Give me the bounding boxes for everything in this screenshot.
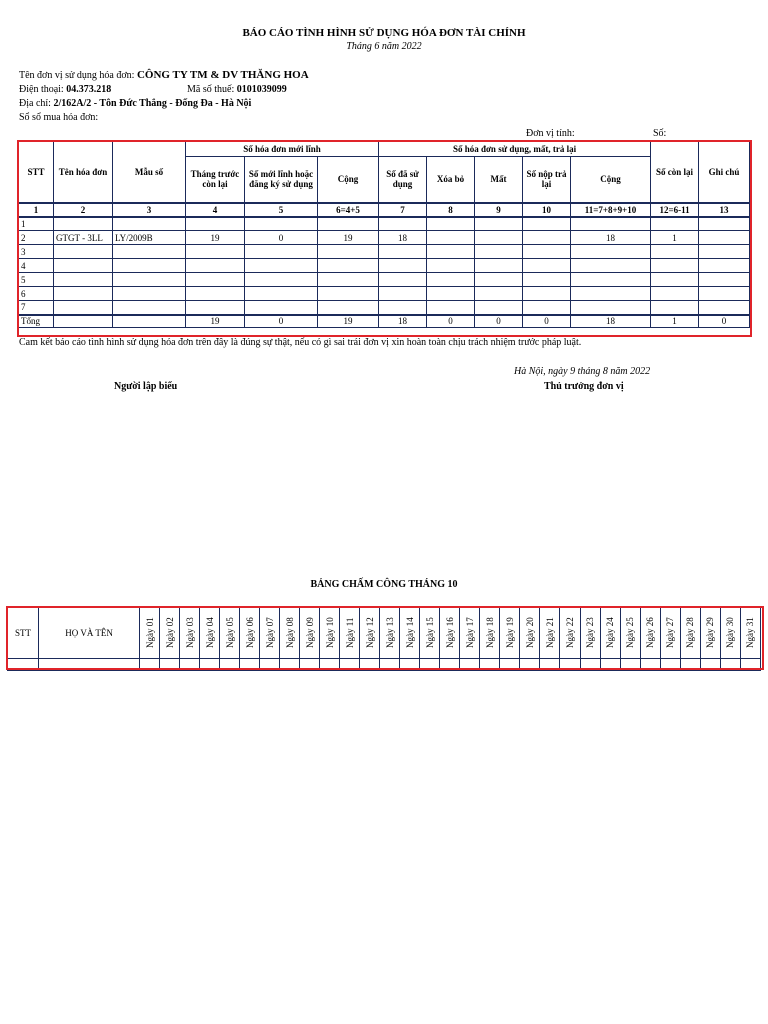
column-number: 12=6-11	[651, 203, 699, 217]
timesheet-day-header	[400, 608, 420, 659]
total-label: Tổng	[19, 315, 54, 328]
table-cell	[427, 231, 475, 245]
table-cell	[318, 301, 379, 315]
timesheet-day-header	[140, 608, 160, 659]
total-cell	[113, 315, 186, 328]
timesheet-day-label: Ngày 22	[564, 617, 575, 649]
table-cell	[699, 245, 750, 259]
tax-label: Mã số thuế:	[187, 84, 235, 95]
timesheet-day-header	[480, 608, 500, 659]
column-number: 3	[113, 203, 186, 217]
timesheet-day-label: Ngày 16	[444, 617, 455, 649]
timesheet-table	[7, 607, 761, 671]
timesheet-cell[interactable]	[420, 659, 440, 671]
timesheet-cell[interactable]	[640, 659, 660, 671]
timesheet-cell[interactable]	[680, 659, 700, 671]
column-number: 6=4+5	[318, 203, 379, 217]
timesheet-day-label: Ngày 09	[304, 617, 315, 649]
timesheet-cell[interactable]	[720, 659, 740, 671]
timesheet-day-header	[220, 608, 240, 659]
table-cell	[245, 259, 318, 273]
timesheet-day-header	[600, 608, 620, 659]
timesheet-cell[interactable]	[200, 659, 220, 671]
timesheet-cell[interactable]	[440, 659, 460, 671]
timesheet-day-header	[200, 608, 220, 659]
table-cell	[523, 273, 571, 287]
column-number: 13	[699, 203, 750, 217]
timesheet-cell[interactable]	[380, 659, 400, 671]
timesheet-cell[interactable]	[280, 659, 300, 671]
table-cell	[54, 259, 113, 273]
table-cell	[651, 217, 699, 231]
timesheet-day-label: Ngày 18	[484, 617, 495, 649]
timesheet-day-header	[260, 608, 280, 659]
table-cell	[475, 245, 523, 259]
table-cell	[475, 287, 523, 301]
report-subtitle: Tháng 6 năm 2022	[346, 41, 422, 52]
timesheet-cell[interactable]	[300, 659, 320, 671]
header-prev-month: Tháng trước còn lại	[186, 157, 245, 203]
timesheet-cell[interactable]	[180, 659, 200, 671]
total-cell: 0	[427, 315, 475, 328]
column-number-row	[19, 203, 750, 217]
timesheet-header-stt: STT	[8, 608, 39, 659]
timesheet-cell[interactable]	[660, 659, 680, 671]
timesheet-cell[interactable]	[480, 659, 500, 671]
invoice-usage-table	[18, 141, 750, 328]
timesheet-day-label: Ngày 24	[605, 617, 616, 649]
table-cell	[379, 259, 427, 273]
timesheet-day-label: Ngày 29	[705, 617, 716, 649]
timesheet-day-header	[440, 608, 460, 659]
table-cell	[427, 301, 475, 315]
table-cell: 19	[318, 231, 379, 245]
timesheet-cell[interactable]	[580, 659, 600, 671]
table-cell: 1	[19, 217, 54, 231]
table-cell	[523, 217, 571, 231]
table-cell	[523, 245, 571, 259]
table-cell	[571, 245, 651, 259]
table-cell	[651, 245, 699, 259]
table-cell: 18	[571, 231, 651, 245]
timesheet-day-header	[580, 608, 600, 659]
timesheet-day-label: Ngày 02	[164, 617, 175, 649]
timesheet-day-header	[680, 608, 700, 659]
report-title: BÁO CÁO TÌNH HÌNH SỬ DỤNG HÓA ĐƠN TÀI CHÍNH	[242, 27, 526, 39]
table-cell	[186, 301, 245, 315]
header-note: Ghi chú	[699, 142, 750, 203]
table-cell: 6	[19, 287, 54, 301]
table-cell	[54, 273, 113, 287]
timesheet-cell[interactable]	[400, 659, 420, 671]
timesheet-title: BẢNG CHẤM CÔNG THÁNG 10	[310, 579, 458, 590]
table-cell	[318, 287, 379, 301]
header-group-used: Số hóa đơn sử dụng, mất, trả lại	[379, 142, 651, 157]
table-cell	[379, 245, 427, 259]
table-cell	[245, 245, 318, 259]
table-cell	[699, 287, 750, 301]
table-cell	[523, 301, 571, 315]
table-cell	[523, 259, 571, 273]
timesheet-day-header	[740, 608, 760, 659]
timesheet-day-label: Ngày 26	[645, 617, 656, 649]
timesheet-cell[interactable]	[39, 659, 140, 671]
table-cell	[475, 273, 523, 287]
timesheet-day-header	[520, 608, 540, 659]
table-cell	[427, 273, 475, 287]
table-cell: LY/2009B	[113, 231, 186, 245]
table-cell	[699, 259, 750, 273]
table-cell	[475, 217, 523, 231]
header-sum2: Cộng	[571, 157, 651, 203]
timesheet-cell[interactable]	[620, 659, 640, 671]
timesheet-day-label: Ngày 19	[504, 617, 515, 649]
timesheet-day-label: Ngày 06	[244, 617, 255, 649]
table-row	[19, 287, 750, 301]
timesheet-day-header	[720, 608, 740, 659]
timesheet-day-label: Ngày 27	[665, 617, 676, 649]
table-cell	[571, 287, 651, 301]
timesheet-day-label: Ngày 04	[204, 617, 215, 649]
timesheet-day-label: Ngày 17	[464, 617, 475, 649]
total-cell: 0	[523, 315, 571, 328]
table-cell	[186, 259, 245, 273]
column-number: 9	[475, 203, 523, 217]
total-cell: 0	[475, 315, 523, 328]
timesheet-day-header	[640, 608, 660, 659]
table-cell	[427, 217, 475, 231]
address-value: 2/162A/2 - Tôn Đức Thắng - Đống Đa - Hà Nội	[53, 98, 252, 109]
table-cell	[699, 273, 750, 287]
table-cell	[245, 301, 318, 315]
column-number: 11=7+8+9+10	[571, 203, 651, 217]
timesheet-day-label: Ngày 28	[685, 617, 696, 649]
timesheet-day-header	[360, 608, 380, 659]
table-row	[19, 231, 750, 245]
timesheet-day-label: Ngày 08	[284, 617, 295, 649]
table-cell	[113, 217, 186, 231]
timesheet-day-header	[380, 608, 400, 659]
timesheet-day-label: Ngày 11	[344, 617, 355, 649]
table-cell	[318, 245, 379, 259]
total-cell: 0	[699, 315, 750, 328]
timesheet-day-label: Ngày 01	[144, 617, 155, 649]
timesheet-day-label: Ngày 23	[585, 617, 595, 649]
table-cell	[113, 259, 186, 273]
column-number: 5	[245, 203, 318, 217]
timesheet-day-header	[620, 608, 640, 659]
timesheet-cell[interactable]	[740, 659, 760, 671]
purchase-book: Sổ sổ mua hóa đơn:	[19, 112, 99, 123]
table-cell	[318, 217, 379, 231]
total-row	[19, 315, 750, 328]
timesheet-cell[interactable]	[260, 659, 280, 671]
table-cell	[113, 245, 186, 259]
table-cell: 18	[379, 231, 427, 245]
timesheet-cell[interactable]	[8, 659, 39, 671]
timesheet-day-header	[420, 608, 440, 659]
timesheet-cell[interactable]	[340, 659, 360, 671]
tax-line	[187, 84, 287, 95]
column-number: 1	[19, 203, 54, 217]
timesheet-day-label: Ngày 25	[625, 617, 636, 649]
table-cell	[571, 217, 651, 231]
org-line	[19, 69, 309, 81]
timesheet-header-name: HỌ VÀ TÊN	[39, 608, 140, 659]
timesheet-day-label: Ngày 07	[264, 617, 275, 649]
header-new-registered: Số mới lĩnh hoặc đăng ký sử dụng	[245, 157, 318, 203]
table-cell	[427, 259, 475, 273]
timesheet-day-label: Ngày 03	[184, 617, 195, 649]
timesheet-day-label: Ngày 21	[544, 617, 555, 649]
timesheet-day-label: Ngày 05	[224, 617, 235, 649]
total-cell: 0	[245, 315, 318, 328]
header-template: Mẫu số	[113, 142, 186, 203]
header-stt: STT	[19, 142, 54, 203]
column-number: 2	[54, 203, 113, 217]
timesheet-cell[interactable]	[220, 659, 240, 671]
table-cell	[427, 287, 475, 301]
table-cell: 3	[19, 245, 54, 259]
timesheet-cell[interactable]	[700, 659, 720, 671]
table-cell	[523, 287, 571, 301]
timesheet-cell[interactable]	[560, 659, 580, 671]
timesheet-day-header	[320, 608, 340, 659]
timesheet-day-header	[500, 608, 520, 659]
phone-label: Điện thoại:	[19, 84, 64, 95]
header-lost: Mất	[475, 157, 523, 203]
table-row	[19, 259, 750, 273]
timesheet-cell[interactable]	[160, 659, 180, 671]
table-cell	[651, 287, 699, 301]
table-cell	[475, 301, 523, 315]
timesheet-cell[interactable]	[360, 659, 380, 671]
timesheet-day-label: Ngày 14	[404, 617, 415, 649]
table-cell: 4	[19, 259, 54, 273]
timesheet-day-header	[700, 608, 720, 659]
header-name: Tên hóa đơn	[54, 142, 113, 203]
table-row	[19, 301, 750, 315]
table-cell	[318, 259, 379, 273]
org-value: CÔNG TY TM & DV THĂNG HOA	[136, 69, 309, 81]
timesheet-day-label: Ngày 30	[725, 617, 736, 649]
head-of-unit-label: Thủ trưởng đơn vị	[544, 381, 624, 392]
table-cell: 0	[245, 231, 318, 245]
table-cell	[54, 245, 113, 259]
header-returned: Số nộp trả lại	[523, 157, 571, 203]
table-cell	[379, 301, 427, 315]
total-cell: 18	[379, 315, 427, 328]
total-cell: 19	[186, 315, 245, 328]
phone-line	[19, 84, 111, 95]
timesheet-cell[interactable]	[320, 659, 340, 671]
table-cell	[245, 287, 318, 301]
timesheet-day-label: Ngày 12	[364, 617, 375, 649]
timesheet-cell[interactable]	[540, 659, 560, 671]
address-line	[19, 98, 251, 109]
header-cancelled: Xóa bỏ	[427, 157, 475, 203]
header-used: Số đã sử dụng	[379, 157, 427, 203]
table-cell	[186, 217, 245, 231]
timesheet-cell[interactable]	[240, 659, 260, 671]
table-cell	[54, 301, 113, 315]
timesheet-day-header	[180, 608, 200, 659]
table-cell	[699, 231, 750, 245]
table-cell: 1	[651, 231, 699, 245]
address-label: Địa chỉ:	[19, 98, 51, 109]
header-sum1: Cộng	[318, 157, 379, 203]
table-cell	[651, 259, 699, 273]
timesheet-cell[interactable]	[460, 659, 480, 671]
table-cell: 5	[19, 273, 54, 287]
table-row	[19, 217, 750, 231]
table-cell	[651, 301, 699, 315]
total-cell: 1	[651, 315, 699, 328]
total-cell	[54, 315, 113, 328]
column-number: 10	[523, 203, 571, 217]
total-cell: 18	[571, 315, 651, 328]
timesheet-day-header	[280, 608, 300, 659]
column-number: 7	[379, 203, 427, 217]
timesheet-day-header	[540, 608, 560, 659]
table-cell	[54, 217, 113, 231]
timesheet-day-label: Ngày 10	[324, 617, 335, 649]
phone-value: 04.373.218	[66, 84, 112, 95]
table-cell	[186, 245, 245, 259]
timesheet-day-header	[160, 608, 180, 659]
table-cell	[475, 259, 523, 273]
table-cell	[379, 287, 427, 301]
timesheet-day-header	[240, 608, 260, 659]
total-cell: 19	[318, 315, 379, 328]
table-cell	[571, 301, 651, 315]
timesheet-day-header	[340, 608, 360, 659]
table-row	[19, 245, 750, 259]
table-cell	[475, 231, 523, 245]
table-cell	[245, 273, 318, 287]
timesheet-day-label: Ngày 13	[384, 617, 395, 649]
timesheet-cell[interactable]	[600, 659, 620, 671]
number-label: Số:	[653, 128, 667, 139]
table-cell	[113, 301, 186, 315]
preparer-label: Người lập biểu	[114, 381, 178, 392]
table-cell	[379, 273, 427, 287]
timesheet-day-label: Ngày 20	[524, 617, 535, 649]
timesheet-day-header	[300, 608, 320, 659]
column-number: 4	[186, 203, 245, 217]
table-cell: 7	[19, 301, 54, 315]
timesheet-day-header	[460, 608, 480, 659]
timesheet-cell[interactable]	[140, 659, 160, 671]
timesheet-day-label: Ngày 15	[424, 617, 435, 649]
table-cell: 19	[186, 231, 245, 245]
timesheet-day-header	[560, 608, 580, 659]
table-cell	[571, 273, 651, 287]
date-place: Hà Nội, ngày 9 tháng 8 năm 2022	[514, 366, 651, 377]
org-label: Tên đơn vị sử dụng hóa đơn:	[19, 70, 135, 81]
table-cell	[379, 217, 427, 231]
unit-label: Đơn vị tính:	[526, 128, 575, 139]
table-cell	[113, 273, 186, 287]
table-row	[8, 659, 761, 671]
table-cell	[571, 259, 651, 273]
table-cell	[186, 287, 245, 301]
table-cell	[523, 231, 571, 245]
table-cell	[54, 287, 113, 301]
table-cell	[699, 301, 750, 315]
table-cell	[113, 287, 186, 301]
table-cell	[699, 217, 750, 231]
table-cell	[651, 273, 699, 287]
table-cell: 2	[19, 231, 54, 245]
tax-value: 0101039099	[236, 84, 287, 95]
table-cell	[318, 273, 379, 287]
header-remaining: Số còn lại	[651, 142, 699, 203]
table-row	[19, 273, 750, 287]
timesheet-day-label: Ngày 31	[745, 617, 756, 649]
timesheet-day-header	[660, 608, 680, 659]
column-number: 8	[427, 203, 475, 217]
timesheet-cell[interactable]	[520, 659, 540, 671]
table-cell	[245, 217, 318, 231]
timesheet-cell[interactable]	[500, 659, 520, 671]
table-cell	[427, 245, 475, 259]
commitment-text: Cam kết báo cáo tình hình sử dụng hóa đơn trên đây là đúng sự thật, nếu có gì sai trái đơn vị xin hoàn toàn chịu trách nhiệm trước pháp luật.	[19, 337, 582, 348]
header-group-new: Số hóa đơn mới lĩnh	[186, 142, 379, 157]
table-cell: GTGT - 3LL	[54, 231, 113, 245]
table-cell	[186, 273, 245, 287]
